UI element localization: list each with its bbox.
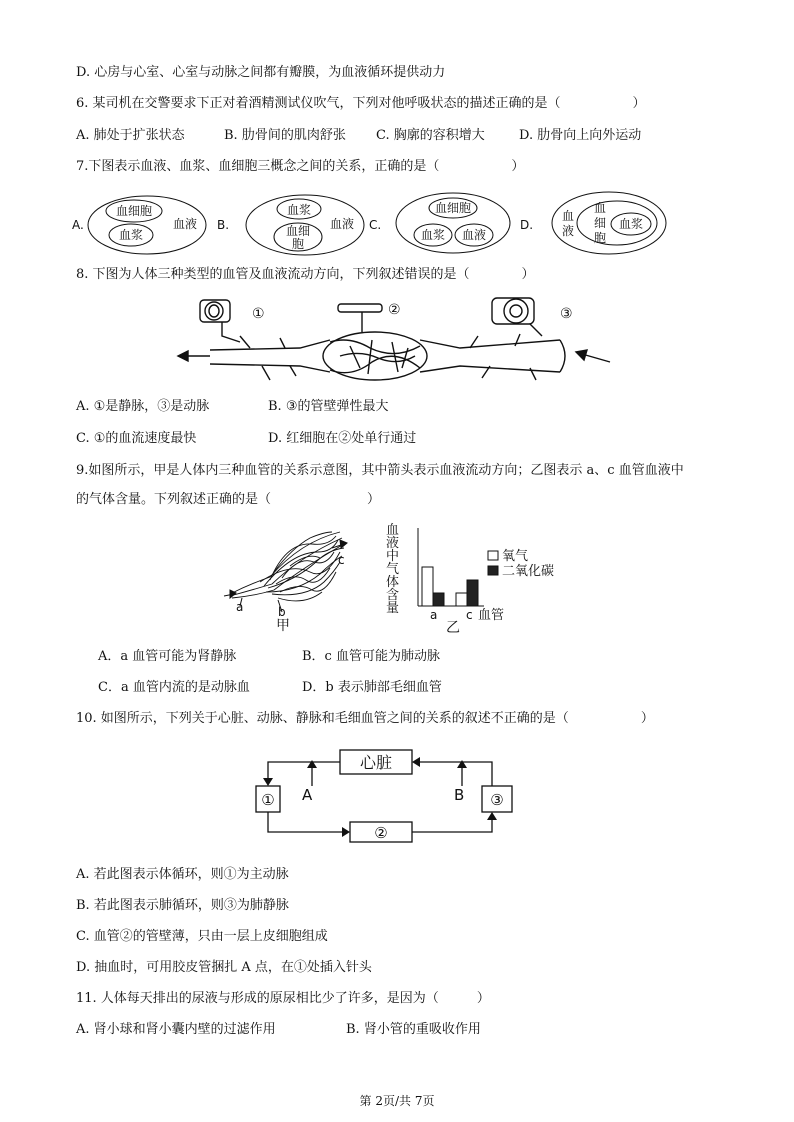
q7-label-c: C. — [369, 218, 382, 232]
q9-jia-b: b — [278, 605, 286, 619]
q6-close: ） — [632, 96, 646, 111]
q10-circulation-diagram — [240, 742, 520, 852]
q7-label-a: A. — [72, 218, 84, 232]
bar-c-co2 — [467, 580, 478, 606]
q9-fig-yi-chart — [380, 518, 580, 636]
q8-marker-2: ② — [388, 302, 401, 318]
q7a-cell: 血细胞 — [115, 204, 153, 218]
q7a-blood: 血液 — [172, 217, 198, 231]
q10-option-c: C. 血管②的管壁薄，只由一层上皮细胞组成 — [76, 929, 328, 944]
q10-close: ） — [640, 711, 654, 726]
q9-jia-caption: 甲 — [276, 618, 290, 634]
page-footer: 第 2页/共 7页 — [359, 1094, 435, 1108]
q11-option-b: B. 肾小管的重吸收作用 — [346, 1022, 481, 1037]
q9-yi-ylabel-2: 中 — [386, 549, 400, 564]
q9-option-a: A．a 血管可能为肾静脉 — [98, 649, 237, 664]
q9-stem-text: 的气体含量。下列叙述正确的是（ — [76, 492, 272, 507]
q8-option-d: D. 红细胞在②处单行通过 — [268, 431, 417, 446]
bar-c-o2 — [456, 593, 467, 606]
q9-option-c: C．a 血管内流的是动脉血 — [98, 680, 250, 695]
q7d-cell1: 血 — [593, 201, 607, 215]
q9-yi-ylabel-1: 液 — [386, 536, 400, 551]
q10-option-d: D. 抽血时，可用胶皮管捆扎 A 点，在①处插入针头 — [76, 960, 372, 975]
q9-fig-jia — [220, 522, 360, 634]
q11-stem-text: 11. 人体每天排出的尿液与形成的原尿相比少了许多，是因为（ — [76, 991, 439, 1006]
q9-jia-a: a — [236, 600, 244, 614]
q7b-plasma: 血浆 — [286, 203, 312, 217]
q9-close: ） — [367, 492, 381, 507]
q9-yi-ylabel-3: 气 — [386, 562, 400, 577]
bar-a-co2 — [433, 593, 444, 606]
q8-option-c: C. ①的血流速度最快 — [76, 431, 197, 446]
q7-diagram-d — [552, 192, 666, 254]
q10-heart-label: 心脏 — [359, 753, 393, 772]
q6-option-c: C. 胸廓的容积增大 — [376, 128, 485, 143]
bar-a-o2 — [422, 567, 433, 606]
q7c-blood: 血液 — [461, 228, 487, 242]
q7-label-d: D. — [520, 218, 534, 232]
q7d-cell2: 细 — [593, 216, 607, 230]
q8-stem — [76, 266, 535, 284]
q10-box2-label: ② — [374, 824, 388, 842]
q7d-blood2: 液 — [561, 224, 575, 238]
q7-stem — [76, 158, 524, 176]
q7-close: ） — [511, 159, 525, 174]
q9-yi-caption: 乙 — [446, 620, 460, 636]
q9-option-d: D．b 表示肺部毛细血管 — [302, 680, 442, 695]
q9-yi-ylabel — [386, 523, 399, 616]
q7d-plasma: 血浆 — [618, 217, 644, 231]
q5-option-d: D. 心房与心室、心室与动脉之间都有瓣膜，为血液循环提供动力 — [76, 65, 446, 80]
q9-jia-c: c — [338, 553, 345, 567]
q8-option-b: B. ③的管壁弹性最大 — [268, 399, 389, 414]
q9-option-b: B．c 血管可能为肺动脉 — [302, 649, 440, 664]
q9-stem-1: 9.如图所示，甲是人体内三种血管的关系示意图，其中箭头表示血液流动方向；乙图表示 a、c 血管血液中 — [76, 463, 684, 478]
q6-stem — [76, 95, 646, 113]
q7-stem-text: 7.下图表示血液、血浆、血细胞三概念之间的关系，正确的是（ — [76, 159, 440, 174]
q7-label-b: B. — [217, 218, 230, 232]
q7b-cell2: 胞 — [291, 237, 305, 251]
q7d-cell3: 胞 — [593, 231, 607, 245]
q9-stem-2 — [76, 491, 380, 509]
q9-yi-x-a: a — [430, 608, 438, 622]
q8-marker-3: ③ — [560, 306, 573, 322]
q7d-blood1: 血 — [561, 209, 575, 223]
q8-close: ） — [521, 267, 535, 282]
q8-marker-1: ① — [252, 306, 265, 322]
q9-yi-legend-co2: 二氧化碳 — [502, 564, 555, 579]
q8-option-a: A. ①是静脉，③是动脉 — [76, 399, 210, 414]
q9-yi-xaxis: 血管 — [478, 608, 505, 623]
q11-option-a: A. 肾小球和肾小囊内壁的过滤作用 — [76, 1022, 276, 1037]
q7a-plasma: 血浆 — [118, 228, 144, 242]
q9-yi-ylabel-5: 含 — [386, 588, 400, 603]
q6-option-b: B. 肋骨间的肌肉舒张 — [224, 128, 346, 143]
q9-yi-legend-o2-swatch — [488, 551, 498, 560]
q11-close: ） — [476, 991, 490, 1006]
q6-option-d: D. 肋骨向上向外运动 — [519, 128, 642, 143]
q10-box3-label: ③ — [490, 791, 504, 809]
q8-stem-text: 8. 下图为人体三种类型的血管及血液流动方向，下列叙述错误的是（ — [76, 267, 470, 282]
q6-option-a: A. 肺处于扩张状态 — [76, 128, 185, 143]
q10-option-b: B. 若此图表示肺循环，则③为肺静脉 — [76, 898, 289, 913]
q10-label-b: B — [454, 786, 465, 804]
q9-yi-legend-co2-swatch — [488, 566, 498, 575]
q10-stem-text: 10. 如图所示，下列关于心脏、动脉、静脉和毛细血管之间的关系的叙述不正确的是（ — [76, 711, 569, 726]
q6-stem-text: 6. 某司机在交警要求下正对着酒精测试仪吹气，下列对他呼吸状态的描述正确的是（ — [76, 96, 561, 111]
q7c-cell: 血细胞 — [434, 201, 472, 215]
q9-yi-ylabel-0: 血 — [386, 523, 400, 538]
q7c-plasma: 血浆 — [420, 228, 446, 242]
q7-diagrams — [0, 185, 794, 265]
q7b-blood: 血液 — [329, 217, 355, 231]
q9-yi-ylabel-6: 量 — [386, 601, 400, 616]
q10-stem — [76, 710, 654, 728]
q9-yi-ylabel-4: 体 — [386, 575, 400, 590]
q10-option-a: A. 若此图表示体循环，则①为主动脉 — [76, 867, 289, 882]
q7b-cell1: 血细 — [285, 224, 311, 238]
q9-yi-x-c: c — [466, 608, 473, 622]
q10-label-a: A — [302, 786, 313, 804]
q9-yi-legend-o2: 氧气 — [502, 549, 529, 564]
q10-box1-label: ① — [261, 791, 275, 809]
q11-stem — [76, 990, 490, 1008]
q8-vessel-diagram — [0, 290, 794, 390]
